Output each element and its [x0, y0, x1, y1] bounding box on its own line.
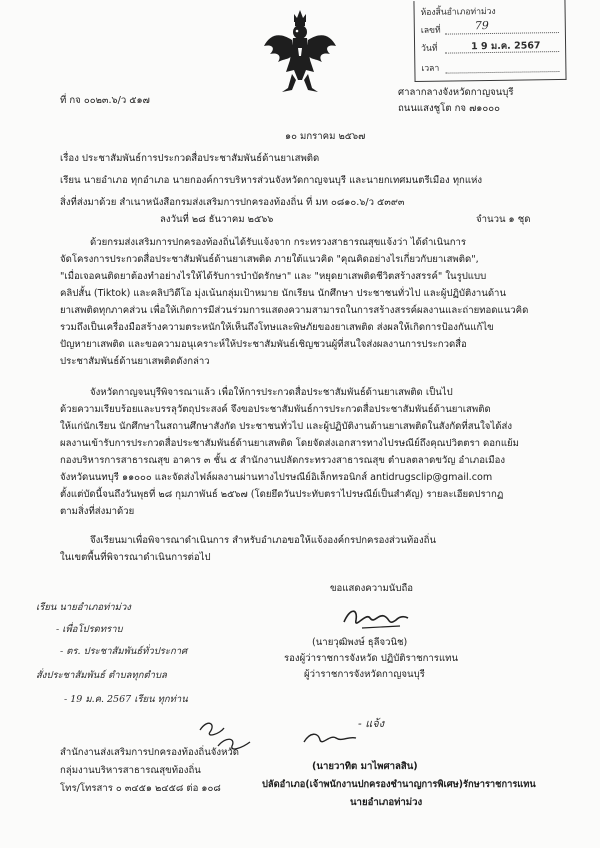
handwritten-note-2: - เพื่อโปรดทราบ: [56, 624, 123, 635]
body-paragraph-3: [60, 532, 550, 566]
body-line: ยาเสพติดทุกภาคส่วน เพื่อให้เกิดการมีส่วนร่วมการแสดงความสามารถในการสร้างสรรค์ผลงานและถ่ายทอดแนวคิด: [60, 305, 529, 316]
garuda-emblem-icon: [262, 8, 338, 94]
body-paragraph-2: [60, 384, 550, 520]
attachment-quantity: จำนวน ๑ ชุด: [476, 214, 531, 225]
stamp-date: 1 9 ม.ค. 2567: [471, 40, 541, 53]
signer-name: (นายวุฒิพงษ์ ธุลีจวนิช): [312, 637, 408, 648]
receiving-stamp: [413, 0, 566, 82]
attachment-date: ลงวันที่ ๒๘ ธันวาคม ๒๕๖๖: [160, 214, 274, 225]
body-line: ตามสิ่งที่ส่งมาด้วย: [60, 506, 135, 517]
document-date: ๑๐ มกราคม ๒๕๖๗: [285, 131, 366, 142]
body-line: จัดโครงการประกวดสื่อประชาสัมพันธ์ด้านยาเสพติด ภายใต้แนวคิด "คุณคิดอย่างไรเกี่ยวกับยาเสพติด",: [60, 254, 479, 265]
body-line: จังหวัดกาญจนบุรีพิจารณาแล้ว เพื่อให้การประกวดสื่อประชาสัมพันธ์ด้านยาเสพติด เป็นไป: [90, 387, 453, 398]
stamp-no: 79: [474, 19, 489, 33]
body-line: "เมื่อเจอคนติดยาต้องทำอย่างไรให้ได้รับการบำบัดรักษา" และ "หยุดยาเสพติดชีวิตสร้างสรรค์" ในรูปแบบ: [60, 271, 487, 282]
footer-signer-title-2: นายอำเภอท่าม่วง: [350, 797, 423, 808]
body-line: จังหวัดนนทบุรี ๑๑๐๐๐ และจัดส่งไฟล์ผลงานผ่านทางไปรษณีย์อิเล็กทรอนิกส์ antidrugsclip@gmail.com: [60, 472, 493, 483]
official-signature: [340, 604, 412, 634]
addressee-line: เรียน นายอำเภอ ทุกอำเภอ นายกองค์การบริหารส่วนจังหวัดกาญจนบุรี และนายกเทศมนตรีเมือง ทุกแห่ง: [60, 175, 483, 186]
footer-telephone: โทร/โทรสาร ๐ ๓๔๕๑ ๒๔๕๘ ต่อ ๑๐๘: [60, 783, 221, 794]
sender-address-line2: ถนนแสงชูโต กจ ๗๑๐๐๐: [398, 103, 500, 114]
signer-title-1: รองผู้ว่าราชการจังหวัด ปฏิบัติราชการแทน: [284, 653, 459, 664]
body-line: ในเขตพื้นที่พิจารณาดำเนินการต่อไป: [60, 552, 211, 563]
handwritten-note-3: - ตร. ประชาสัมพันธ์ทั่วประกาศ: [60, 646, 188, 657]
body-line: กองบริหารการสาธารณสุข อาคาร ๓ ชั้น ๕ สำนักงานปลัดกระทรวงสาธารณสุข ตำบลตลาดขวัญ อำเภอเมือง: [60, 455, 506, 466]
signer-title-2: ผู้ว่าราชการจังหวัดกาญจนบุรี: [304, 669, 425, 680]
stamp-date-label: วันที่: [421, 43, 438, 54]
body-line: ผลงานเข้ารับการประกวดสื่อประชาสัมพันธ์ด้านยาเสพติด โดยจัดส่งเอกสารทางไปรษณีย์ถึงคุณปวิตตรา ดอกแย้ม: [60, 438, 519, 449]
body-line: ด้วยความเรียบร้อยและบรรลุวัตถุประสงค์ จึงขอประชาสัมพันธ์การประกวดสื่อประชาสัมพันธ์ด้านยาเสพติด: [60, 404, 491, 415]
footer-signer-name: (นายวาทิต มาไพศาลสิน): [312, 761, 418, 772]
body-line: จึงเรียนมาเพื่อพิจารณาดำเนินการ สำหรับอำเภอขอให้แจ้งองค์กรปกครองส่วนท้องถิ่น: [90, 535, 436, 546]
footer-signer-title-1: ปลัดอำเภอ(เจ้าพนักงานปกครองชำนาญการพิเศษ)รักษาราชการแทน: [262, 779, 536, 790]
stamp-office: ห้องสิ้นอำเภอท่าม่วง: [420, 6, 496, 18]
sender-address-line1: ศาลากลางจังหวัดกาญจนบุรี: [398, 87, 514, 98]
body-line: ด้วยกรมส่งเสริมการปกครองท้องถิ่นได้รับแจ้งจาก กระทรวงสาธารณสุขแจ้งว่า ได้ดำเนินการ: [90, 237, 467, 248]
attachment-line: สิ่งที่ส่งมาด้วย สำเนาหนังสือกรมส่งเสริมการปกครองท้องถิ่น ที่ มท ๐๘๑๐.๖/ว ๕๓๙๓: [60, 197, 405, 208]
closing-regards: ขอแสดงความนับถือ: [330, 583, 414, 594]
footer-office-1: สำนักงานส่งเสริมการปกครองท้องถิ่นจังหวัด: [60, 747, 240, 758]
body-line: คลิปสั้น (Tiktok) และคลิปวิดีโอ มุ่งเน้นกลุ่มเป้าหมาย นักเรียน นักศึกษา ประชาชนทั่วไป และผู้ปฏิบัติงานด้าน: [60, 288, 507, 299]
footer-office-2: กลุ่มงานบริหารสาธารณสุขท้องถิ่น: [60, 765, 201, 776]
body-paragraph-1: [60, 234, 550, 370]
body-line: ตั้งแต่บัดนี้จนถึงวันพุธที่ ๒๘ กุมภาพันธ์ ๒๕๖๗ (โดยยึดวันประทับตราไปรษณีย์เป็นสำคัญ) รายละเอียดปรากฏ: [60, 489, 504, 500]
handwritten-note-1: เรียน นายอำเภอท่าม่วง: [36, 602, 131, 613]
body-line: ประชาสัมพันธ์ด้านยาเสพติดดังกล่าว: [60, 356, 210, 367]
body-line: ให้แก่นักเรียน นักศึกษาในสถานศึกษาสังกัด ประชาชนทั่วไป และผู้ปฏิบัติงานด้านยาเสพติดในสังกัดที่สนใจได้ส่ง: [60, 421, 513, 432]
handwritten-note-5: - 19 ม.ค. 2567 เรียน ทุกท่าน: [64, 694, 188, 705]
body-line: ปัญหายาเสพติด และขอความอนุเคราะห์ให้ประชาสัมพันธ์เชิญชวนผู้ที่สนใจส่งผลงานการประกวดสื่อ: [60, 339, 467, 350]
stamp-no-label: เลขที่: [420, 25, 441, 36]
stamp-time-label: เวลา: [421, 63, 440, 74]
document-number: ที่ กจ ๐๐๒๓.๖/ว ๕๑๗: [60, 95, 150, 106]
body-line: รวมถึงเป็นเครื่องมือสร้างความตระหนักให้เห็นถึงโทษและพิษภัยของยาเสพติด ส่งผลให้เกิดการป้องกันแก้ไข: [60, 322, 494, 333]
district-officer-signature: [300, 728, 360, 750]
handwritten-mark: - แจ้ง: [358, 717, 385, 730]
subject-line: เรื่อง ประชาสัมพันธ์การประกวดสื่อประชาสัมพันธ์ด้านยาเสพติด: [60, 153, 320, 164]
handwritten-note-4: สั่งประชาสัมพันธ์ ตำบลทุกตำบล: [36, 670, 167, 681]
